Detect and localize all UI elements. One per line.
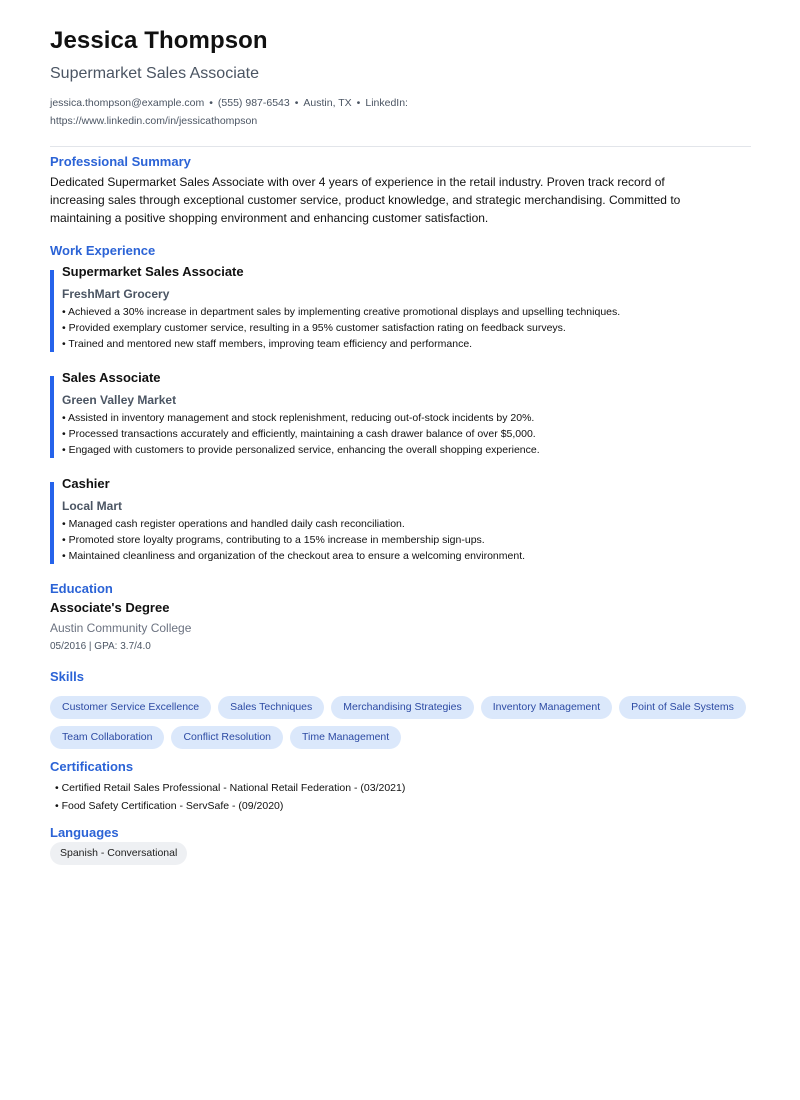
skill-chip: Customer Service Excellence xyxy=(50,696,211,719)
summary-text: Dedicated Supermarket Sales Associate with over 4 years of experience in the retail industry. Proven track record of increasing sales through exceptional customer service, product knowledge, and strategic merchandising. Committed to maintaining a positive shopping environment and enhancing customer satisfaction. xyxy=(50,175,681,225)
contact-separator: • xyxy=(294,97,299,109)
certification-item: • Certified Retail Sales Professional - National Retail Federation - (03/2021) xyxy=(55,782,406,794)
summary-heading: Professional Summary xyxy=(50,154,191,169)
job-entry xyxy=(50,476,750,564)
certifications-heading: Certifications xyxy=(50,759,134,774)
education-school: Austin Community College xyxy=(50,621,192,635)
skill-chip: Time Management xyxy=(290,726,401,749)
job-title: Cashier xyxy=(62,476,110,491)
job-title: Supermarket Sales Associate xyxy=(62,264,244,279)
contact-linkedin-label: LinkedIn: xyxy=(365,97,408,109)
skill-chip: Merchandising Strategies xyxy=(331,696,473,719)
candidate-name: Jessica Thompson xyxy=(50,27,268,54)
skill-chip: Conflict Resolution xyxy=(171,726,283,749)
header-divider xyxy=(50,146,751,147)
certifications-list xyxy=(55,779,405,815)
language-chip: Spanish - Conversational xyxy=(50,842,187,865)
job-company: FreshMart Grocery xyxy=(62,287,170,301)
skill-chip: Inventory Management xyxy=(481,696,612,719)
education-heading: Education xyxy=(50,581,113,596)
job-bullet: • Managed cash register operations and handled daily cash reconciliation. xyxy=(62,518,405,530)
skill-chip: Team Collaboration xyxy=(50,726,164,749)
languages-heading: Languages xyxy=(50,825,119,840)
contact-email[interactable]: jessica.thompson@example.com xyxy=(50,97,205,109)
skills-list xyxy=(50,696,760,749)
contact-linkedin-url[interactable]: https://www.linkedin.com/in/jessicathompson xyxy=(50,115,258,127)
job-bullet: • Engaged with customers to provide personalized service, enhancing the overall shopping experience. xyxy=(62,444,540,456)
job-bullets xyxy=(62,516,750,564)
job-company: Green Valley Market xyxy=(62,393,177,407)
candidate-title: Supermarket Sales Associate xyxy=(50,65,259,82)
job-company: Local Mart xyxy=(62,499,123,513)
job-title: Sales Associate xyxy=(62,370,161,385)
job-bullet: • Processed transactions accurately and efficiently, maintaining a cash drawer balance of over $5,000. xyxy=(62,428,536,440)
experience-heading: Work Experience xyxy=(50,243,156,258)
job-entry xyxy=(50,264,750,352)
job-bullet: • Achieved a 30% increase in department sales by implementing creative promotional displays and upselling techniques. xyxy=(62,306,621,318)
contact-separator: • xyxy=(209,97,213,109)
education-meta: 05/2016 | GPA: 3.7/4.0 xyxy=(50,641,151,652)
contact-separator: • xyxy=(356,97,361,109)
contact-phone: (555) 987-6543 xyxy=(217,97,290,109)
job-bullet: • Maintained cleanliness and organization of the checkout area to ensure a welcoming environment. xyxy=(62,550,526,562)
skills-heading: Skills xyxy=(50,669,84,684)
skill-chip: Point of Sale Systems xyxy=(619,696,746,719)
education-degree: Associate's Degree xyxy=(50,600,170,615)
job-bullets xyxy=(62,304,750,352)
job-entry xyxy=(50,370,750,458)
certification-item: • Food Safety Certification - ServSafe - (09/2020) xyxy=(55,800,284,812)
job-bullet: • Assisted in inventory management and stock replenishment, reducing out-of-stock incidents by 20%. xyxy=(62,412,535,424)
job-bullets xyxy=(62,410,750,458)
job-bullet: • Trained and mentored new staff members, improving team efficiency and performance. xyxy=(62,338,473,350)
job-bullet: • Provided exemplary customer service, resulting in a 95% customer satisfaction rating on feedback surveys. xyxy=(62,322,566,334)
job-bullet: • Promoted store loyalty programs, contributing to a 15% increase in membership sign-ups. xyxy=(62,534,485,546)
contact-info xyxy=(50,94,430,130)
skill-chip: Sales Techniques xyxy=(218,696,324,719)
contact-location: Austin, TX xyxy=(303,97,352,109)
